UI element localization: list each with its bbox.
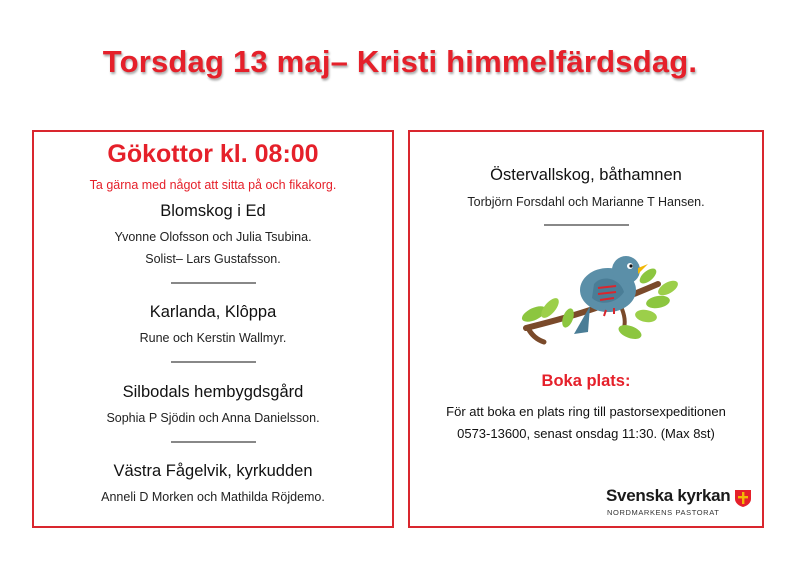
bird-on-branch-icon	[498, 244, 688, 354]
booking-info: För att boka en plats ring till pastorsexpeditionen	[446, 404, 726, 419]
event-names: Yvonne Olofsson och Julia Tsubina.	[114, 230, 312, 244]
event-place: Karlanda, Klôppa	[149, 303, 277, 321]
event-place: Västra Fågelvik, kyrkudden	[113, 462, 313, 480]
right-panel	[408, 130, 764, 528]
logo-subtitle: NORDMARKENS PASTORAT	[607, 508, 720, 517]
event-names: Anneli D Morken och Mathilda Röjdemo.	[101, 490, 325, 504]
separator: ——————	[171, 433, 255, 450]
page-title: Torsdag 13 maj– Kristi himmelfärdsdag.	[102, 44, 698, 79]
gokottor-heading: Gökottor kl. 08:00	[107, 140, 319, 168]
boka-heading: Boka plats:	[541, 372, 631, 390]
logo-name: Svenska kyrkan	[606, 486, 731, 505]
svenska-kyrkan-logo	[606, 486, 756, 522]
event-place: Blomskog i Ed	[160, 202, 266, 220]
separator: ——————	[544, 216, 628, 233]
event-names: Rune och Kerstin Wallmyr.	[139, 331, 287, 345]
left-panel	[32, 130, 394, 528]
event-soloist: Solist– Lars Gustafsson.	[145, 252, 281, 266]
separator: ——————	[171, 353, 255, 370]
event-place: Silbodals hembygdsgård	[122, 383, 304, 401]
separator: ——————	[171, 274, 255, 291]
bring-note: Ta gärna med något att sitta på och fikakorg.	[89, 178, 337, 192]
church-cross-icon	[733, 488, 753, 508]
event-names: Torbjörn Forsdahl och Marianne T Hansen.	[467, 195, 705, 209]
event-names: Sophia P Sjödin och Anna Danielsson.	[106, 411, 320, 425]
event-place: Östervallskog, båthamnen	[490, 166, 682, 184]
booking-phone: 0573-13600, senast onsdag 11:30. (Max 8st)	[457, 426, 715, 441]
